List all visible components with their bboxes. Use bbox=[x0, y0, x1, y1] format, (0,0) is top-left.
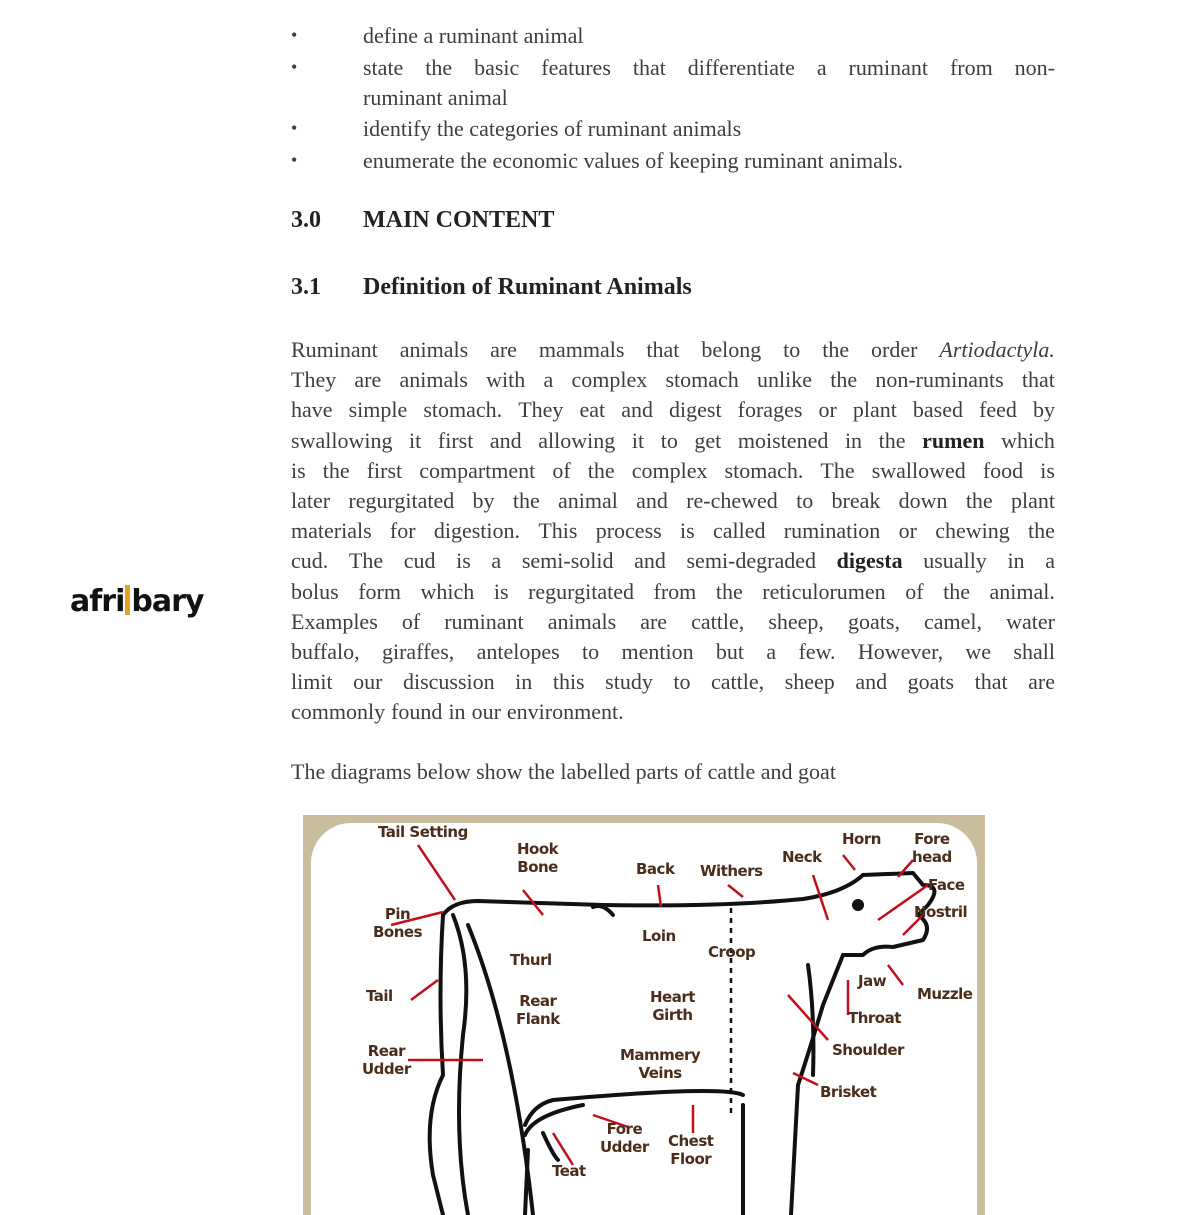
paragraph-word: down bbox=[898, 487, 948, 513]
paragraph-word: simple bbox=[348, 397, 408, 423]
paragraph-word: of bbox=[552, 457, 571, 483]
bullet-icon: • bbox=[291, 118, 298, 138]
paragraph-word: get bbox=[694, 427, 722, 453]
paragraph-word: is bbox=[456, 548, 471, 574]
diagram-label-line: Fore bbox=[914, 830, 950, 848]
paragraph-word: re-chewed bbox=[686, 487, 778, 513]
paragraph-word: giraffes, bbox=[381, 638, 455, 664]
paragraph-word: They bbox=[291, 367, 337, 393]
paragraph-line bbox=[291, 335, 1055, 365]
paragraph-word: ruminant bbox=[444, 608, 524, 634]
paragraph-word: non-ruminants bbox=[875, 367, 1004, 393]
paragraph-word: Artiodactyla. bbox=[939, 337, 1055, 362]
paragraph-word: discussion bbox=[402, 669, 495, 695]
paragraph-word: a bbox=[543, 367, 554, 393]
section-title: Definition of Ruminant Animals bbox=[363, 274, 692, 300]
paragraph-line bbox=[291, 426, 1055, 456]
diagram-label: Tail Setting bbox=[378, 823, 468, 841]
paragraph-word: animals bbox=[547, 608, 617, 634]
diagram-intro: The diagrams below show the labelled parts of cattle and goat bbox=[291, 759, 836, 784]
paragraph-word: forages bbox=[737, 397, 803, 423]
paragraph-word: it bbox=[409, 427, 422, 453]
bullet-icon: • bbox=[291, 25, 298, 45]
paragraph-word: The bbox=[348, 548, 384, 574]
paragraph-word: reticulorumen bbox=[762, 578, 886, 604]
paragraph-word: our bbox=[471, 699, 501, 725]
diagram-label bbox=[668, 1132, 713, 1168]
diagram-label: Brisket bbox=[820, 1083, 877, 1101]
diagram-label-line: Floor bbox=[670, 1150, 712, 1168]
pencil-icon bbox=[125, 585, 130, 615]
paragraph-word: cud bbox=[403, 548, 436, 574]
paragraph-word: that bbox=[1021, 367, 1055, 393]
paragraph-word: goats bbox=[907, 669, 955, 695]
paragraph-word: regurgitated bbox=[348, 487, 455, 513]
paragraph-word: in bbox=[1007, 548, 1025, 574]
diagram-label: Loin bbox=[642, 927, 676, 945]
paragraph-word: from bbox=[653, 578, 697, 604]
paragraph-word: swallowed bbox=[871, 457, 966, 483]
paragraph-word: semi-solid bbox=[521, 548, 614, 574]
paragraph-word: unlike bbox=[757, 367, 813, 393]
diagram-label bbox=[516, 992, 560, 1028]
paragraph-word: usually bbox=[923, 548, 987, 574]
paragraph-word: swallowing bbox=[291, 427, 393, 453]
paragraph-word: or bbox=[818, 397, 837, 423]
paragraph-word: mammals bbox=[538, 337, 625, 362]
paragraph-word: moistened bbox=[737, 427, 829, 453]
paragraph-line bbox=[291, 365, 1055, 395]
paragraph-word: animals bbox=[399, 367, 468, 393]
diagram-label-line: Rear bbox=[519, 992, 557, 1010]
paragraph-word: a bbox=[491, 548, 502, 574]
paragraph-word: stomach. bbox=[423, 397, 503, 423]
paragraph-word: which bbox=[420, 578, 475, 604]
diagram-label bbox=[373, 905, 422, 941]
paragraph-line bbox=[291, 697, 1055, 727]
paragraph-word: cattle, bbox=[711, 669, 765, 695]
paragraph-line bbox=[291, 516, 1055, 546]
diagram-label-line: Chest bbox=[668, 1132, 714, 1150]
diagram-label-line: Fore bbox=[606, 1120, 643, 1138]
paragraph-word: study bbox=[605, 669, 653, 695]
paragraph-word: by bbox=[472, 487, 495, 513]
diagram-label bbox=[620, 1046, 700, 1082]
diagram-label: Back bbox=[636, 860, 675, 878]
paragraph-word: a bbox=[1045, 548, 1055, 574]
paragraph-word: sheep, bbox=[768, 608, 824, 634]
paragraph-word: shall bbox=[1013, 638, 1055, 664]
diagram-label: Jaw bbox=[858, 972, 887, 990]
paragraph-word: food bbox=[982, 457, 1024, 483]
paragraph-word: is bbox=[493, 578, 509, 604]
paragraph-word: first bbox=[366, 457, 403, 483]
diagram-label: Nostril bbox=[914, 903, 968, 921]
paragraph-word: Ruminant bbox=[291, 337, 378, 362]
paragraph-word: the bbox=[715, 578, 743, 604]
cattle-parts-diagram bbox=[303, 815, 985, 1215]
paragraph-line bbox=[291, 637, 1055, 667]
paragraph-word: cattle, bbox=[691, 608, 745, 634]
paragraph-word: buffalo, bbox=[291, 638, 360, 664]
diagram-label-line: Mammery bbox=[620, 1046, 701, 1064]
objective-item: enumerate the economic values of keeping ruminant animals. bbox=[363, 148, 904, 173]
heading-main-content bbox=[291, 207, 554, 234]
objective-item: state the basic features that differentiate a ruminant from non- bbox=[363, 55, 1055, 80]
paragraph-word: for bbox=[389, 518, 416, 544]
paragraph-word: with bbox=[486, 367, 526, 393]
diagram-label-line: Flank bbox=[516, 1010, 560, 1028]
watermark-text: afri bbox=[70, 584, 125, 619]
paragraph-word: digestion. bbox=[433, 518, 521, 544]
paragraph-word: are bbox=[490, 337, 517, 362]
paragraph-word: rumination bbox=[783, 518, 881, 544]
diagram-label bbox=[600, 1120, 649, 1156]
diagram-label: Throat bbox=[848, 1009, 901, 1027]
paragraph-word: are bbox=[1028, 669, 1055, 695]
paragraph-word: the bbox=[822, 337, 850, 362]
section-number: 3.1 bbox=[291, 274, 321, 300]
paragraph-word: to bbox=[796, 487, 814, 513]
paragraph-word: animals bbox=[399, 337, 469, 362]
diagram-label bbox=[650, 988, 695, 1024]
paragraph-word: stomach. bbox=[724, 457, 804, 483]
paragraph-word: water bbox=[1006, 608, 1055, 634]
diagram-label: Muzzle bbox=[917, 985, 973, 1003]
paragraph-word: to bbox=[660, 427, 678, 453]
diagram-label-line: Bone bbox=[517, 858, 558, 876]
diagram-label: Tail bbox=[366, 987, 393, 1005]
paragraph-word: a bbox=[766, 638, 777, 664]
diagram-label-line: Udder bbox=[600, 1138, 649, 1156]
paragraph-word: first bbox=[437, 427, 474, 453]
paragraph-word: and bbox=[636, 487, 668, 513]
paragraph-word: is bbox=[1040, 457, 1055, 483]
paragraph-word: limit bbox=[291, 669, 333, 695]
paragraph-word: camel, bbox=[924, 608, 983, 634]
paragraph-word: have bbox=[291, 397, 333, 423]
paragraph-word: materials bbox=[291, 518, 372, 544]
section-number: 3.0 bbox=[291, 207, 321, 233]
bullet-icon: • bbox=[291, 57, 298, 77]
diagram-label-line: Bones bbox=[373, 923, 423, 941]
diagram-label: Thurl bbox=[510, 951, 552, 969]
paragraph-word: rumen bbox=[922, 427, 985, 453]
diagram-label: Teat bbox=[552, 1162, 586, 1180]
diagram-label bbox=[912, 830, 952, 866]
diagram-label-line: Heart bbox=[650, 988, 695, 1006]
diagram-label-line: Udder bbox=[362, 1060, 411, 1078]
paragraph-word: this bbox=[552, 669, 585, 695]
paragraph-word: complex bbox=[631, 457, 708, 483]
diagram-label: Shoulder bbox=[832, 1041, 904, 1059]
paragraph-word: form bbox=[358, 578, 401, 604]
diagram-label: Face bbox=[928, 876, 965, 894]
paragraph-word: cud. bbox=[291, 548, 329, 574]
paragraph-word: However, bbox=[857, 638, 944, 664]
paragraph-word: to bbox=[783, 337, 801, 362]
paragraph-word: few. bbox=[798, 638, 836, 664]
paragraph-word: the bbox=[512, 487, 540, 513]
paragraph-word: and bbox=[855, 669, 888, 695]
paragraph-word: in bbox=[448, 699, 466, 725]
diagram-label: Croop bbox=[708, 943, 756, 961]
diagram-label: Neck bbox=[782, 848, 822, 866]
paragraph-word: we bbox=[965, 638, 992, 664]
paragraph-word: called bbox=[712, 518, 766, 544]
diagram-label bbox=[362, 1042, 411, 1078]
paragraph-word: the bbox=[878, 427, 906, 453]
diagram-label-line: Rear bbox=[367, 1042, 405, 1060]
diagram-label-line: head bbox=[912, 848, 952, 866]
paragraph-word: Examples bbox=[291, 608, 378, 634]
paragraph-word: that bbox=[974, 669, 1008, 695]
paragraph-word: compartment bbox=[419, 457, 536, 483]
paragraph-word: animal. bbox=[989, 578, 1055, 604]
paragraph-word: the bbox=[943, 578, 970, 604]
paragraph-word: and bbox=[489, 427, 522, 453]
paragraph-word: order bbox=[871, 337, 918, 362]
paragraph-word: allowing bbox=[538, 427, 616, 453]
objective-item: ruminant animal bbox=[363, 85, 508, 110]
paragraph-word: but bbox=[715, 638, 745, 664]
afribary-watermark-logo bbox=[70, 584, 203, 620]
paragraph-line bbox=[291, 395, 1055, 425]
paragraph-word: of bbox=[401, 608, 421, 634]
bullet-icon: • bbox=[291, 150, 298, 170]
diagram-label-line: Pin bbox=[384, 905, 411, 923]
paragraph-word: environment. bbox=[506, 699, 624, 725]
paragraph-word: animal bbox=[558, 487, 618, 513]
paragraph-word: chewing bbox=[935, 518, 1010, 544]
paragraph-word: belong bbox=[701, 337, 762, 362]
paragraph-word: stomach bbox=[665, 367, 739, 393]
paragraph-word: based bbox=[912, 397, 964, 423]
objective-item: identify the categories of ruminant animals bbox=[363, 116, 742, 141]
paragraph-word: it bbox=[631, 427, 645, 453]
paragraph-word: or bbox=[898, 518, 917, 544]
definition-paragraph bbox=[291, 335, 1055, 727]
paragraph-word: They bbox=[518, 397, 564, 423]
paragraph-word: digesta bbox=[836, 548, 903, 574]
paragraph-word: mention bbox=[621, 638, 694, 664]
paragraph-word: are bbox=[640, 608, 668, 634]
paragraph-word: in bbox=[844, 427, 863, 453]
paragraph-word: digest bbox=[669, 397, 722, 423]
paragraph-word: the bbox=[965, 487, 993, 513]
paragraph-word: the bbox=[830, 367, 858, 393]
paragraph-word: by bbox=[1033, 397, 1055, 423]
paragraph-line bbox=[291, 667, 1055, 697]
paragraph-word: our bbox=[353, 669, 383, 695]
diagram-label bbox=[517, 840, 558, 876]
paragraph-word: commonly bbox=[291, 699, 386, 725]
paragraph-line bbox=[291, 607, 1055, 637]
diagram-label-line: Hook bbox=[517, 840, 559, 858]
paragraph-word: eat bbox=[579, 397, 606, 423]
paragraph-word: is bbox=[291, 457, 306, 483]
paragraph-line bbox=[291, 456, 1055, 486]
paragraph-word: the bbox=[1028, 518, 1055, 544]
paragraph-word: found bbox=[391, 699, 443, 725]
paragraph-word: to bbox=[673, 669, 691, 695]
paragraph-word: of bbox=[905, 578, 924, 604]
paragraph-word: later bbox=[291, 487, 331, 513]
paragraph-word: is bbox=[679, 518, 695, 544]
paragraph-word: bolus bbox=[291, 578, 339, 604]
paragraph-line bbox=[291, 486, 1055, 516]
diagram-label-line: Girth bbox=[652, 1006, 693, 1024]
section-title: MAIN CONTENT bbox=[363, 207, 555, 233]
paragraph-word: break bbox=[831, 487, 881, 513]
paragraph-word: are bbox=[354, 367, 382, 393]
paragraph-word: which bbox=[1001, 427, 1055, 453]
paragraph-line bbox=[291, 546, 1055, 576]
paragraph-word: This bbox=[538, 518, 578, 544]
watermark-text: bary bbox=[131, 584, 204, 619]
paragraph-word: and bbox=[621, 397, 653, 423]
paragraph-word: in bbox=[515, 669, 533, 695]
paragraph-word: plant bbox=[1010, 487, 1055, 513]
diagram-label: Withers bbox=[700, 862, 763, 880]
paragraph-word: sheep bbox=[784, 669, 835, 695]
paragraph-line bbox=[291, 577, 1055, 607]
paragraph-word: semi-degraded bbox=[686, 548, 816, 574]
paragraph-word: that bbox=[646, 337, 680, 362]
paragraph-word: goats, bbox=[848, 608, 900, 634]
paragraph-word: feed bbox=[979, 397, 1017, 423]
paragraph-word: antelopes bbox=[476, 638, 560, 664]
paragraph-word: and bbox=[634, 548, 666, 574]
diagram-label-line: Veins bbox=[638, 1064, 682, 1082]
paragraph-word: plant bbox=[852, 397, 897, 423]
paragraph-word: process bbox=[595, 518, 662, 544]
paragraph-word: the bbox=[587, 457, 615, 483]
paragraph-word: regurgitated bbox=[528, 578, 634, 604]
heading-definition bbox=[291, 274, 692, 301]
paragraph-word: the bbox=[322, 457, 350, 483]
paragraph-word: complex bbox=[571, 367, 648, 393]
paragraph-word: to bbox=[582, 638, 600, 664]
paragraph-word: The bbox=[820, 457, 855, 483]
diagram-label: Horn bbox=[842, 830, 881, 848]
objective-item: define a ruminant animal bbox=[363, 23, 584, 48]
